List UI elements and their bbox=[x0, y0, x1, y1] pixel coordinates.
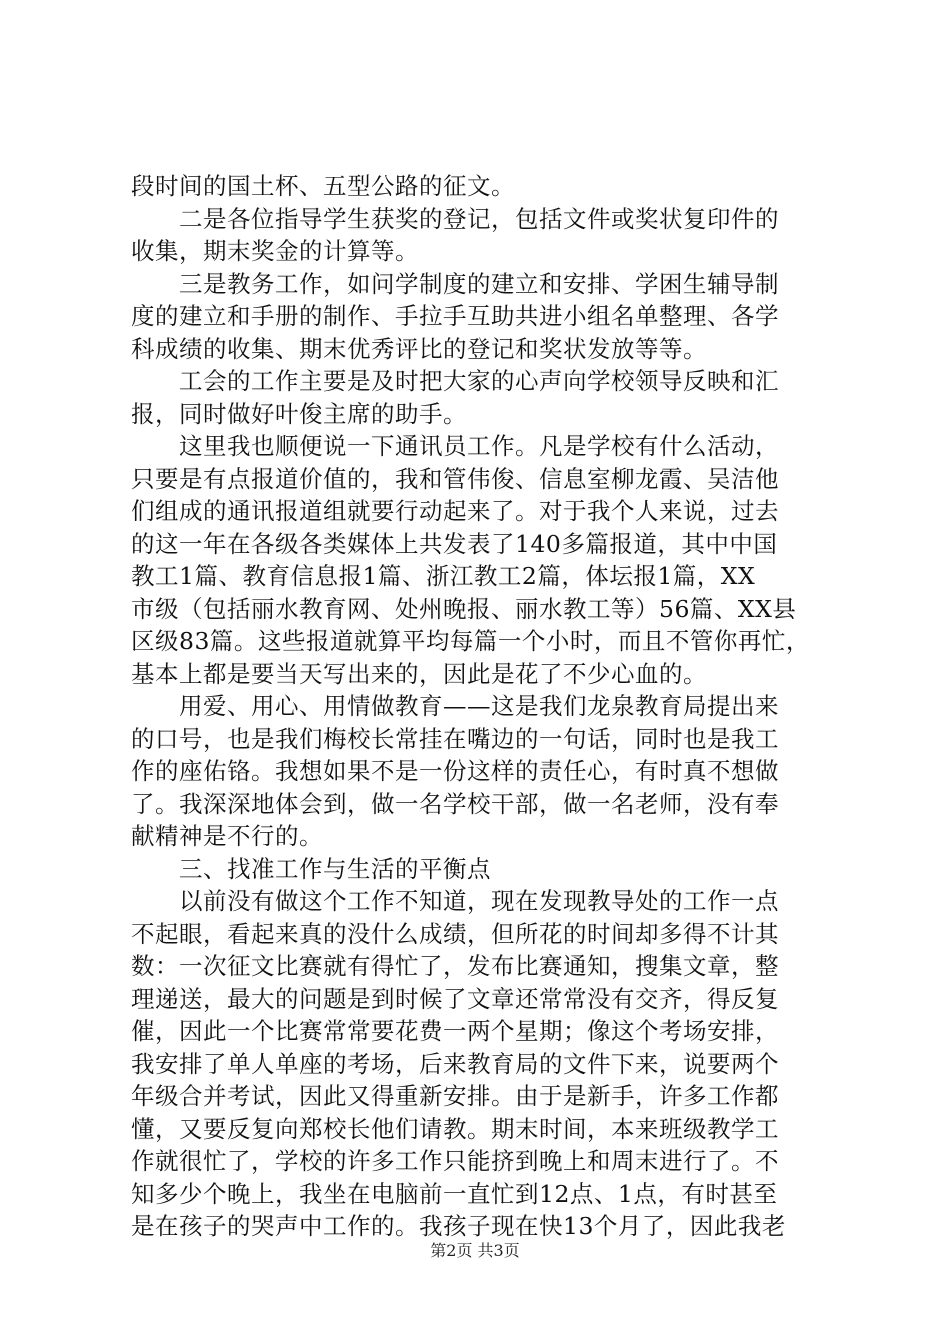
text-line: 科成绩的收集、期末优秀评比的登记和奖状发放等等。 bbox=[131, 334, 707, 363]
document-body bbox=[131, 170, 836, 1243]
text-line: 年级合并考试，因此又得重新安排。由于是新手，许多工作都 bbox=[131, 1082, 779, 1110]
text-line: 报，同时做好叶俊主席的助手。 bbox=[131, 399, 467, 428]
text-line: 用爱、用心、用情做教育——这是我们龙泉教育局提出来 bbox=[131, 692, 779, 720]
text-line: 知多少个晚上，我坐在电脑前一直忙到12点、1点，有时甚至 bbox=[131, 1179, 778, 1208]
page-footer: 第2页 共3页 bbox=[430, 1241, 520, 1260]
text-line: 区级83篇。这些报道就算平均每篇一个小时，而且不管你再忙， bbox=[131, 627, 810, 655]
text-line: 市级（包括丽水教育网、处州晚报、丽水教工等）56篇、XX县 bbox=[131, 594, 797, 623]
text-line: 以前没有做这个工作不知道，现在发现教导处的工作一点 bbox=[131, 887, 779, 915]
text-line: 献精神是不行的。 bbox=[131, 822, 323, 850]
text-line: 是在孩子的哭声中工作的。我孩子现在快13个月了，因此我老 bbox=[131, 1212, 786, 1240]
text-line: 基本上都是要当天写出来的，因此是花了不少心血的。 bbox=[131, 659, 707, 688]
text-line: 三是教务工作，如问学制度的建立和安排、学困生辅导制 bbox=[131, 269, 779, 298]
text-line: 数：一次征文比赛就有得忙了，发布比赛通知，搜集文章，整 bbox=[131, 952, 779, 980]
text-line: 度的建立和手册的制作、手拉手互助共进小组名单整理、各学 bbox=[131, 302, 779, 330]
section-heading: 三、找准工作与生活的平衡点 bbox=[131, 854, 491, 883]
text-line: 催，因此一个比赛常常要花费一两个星期；像这个考场安排， bbox=[131, 1017, 779, 1045]
text-line: 这里我也顺便说一下通讯员工作。凡是学校有什么活动， bbox=[131, 432, 779, 460]
text-line: 教工1篇、教育信息报1篇、浙江教工2篇，体坛报1篇，XX bbox=[131, 562, 756, 590]
text-line: 作就很忙了，学校的许多工作只能挤到晚上和周末进行了。不 bbox=[131, 1147, 779, 1175]
text-line: 的口号，也是我们梅校长常挂在嘴边的一句话，同时也是我工 bbox=[131, 724, 779, 753]
text-line: 段时间的国土杯、五型公路的征文。 bbox=[131, 172, 515, 200]
text-line: 工会的工作主要是及时把大家的心声向学校领导反映和汇 bbox=[131, 367, 779, 395]
text-line: 懂，又要反复向郑校长他们请教。期末时间，本来班级教学工 bbox=[131, 1114, 779, 1143]
text-line: 只要是有点报道价值的，我和管伟俊、信息室柳龙霞、吴洁他 bbox=[131, 464, 779, 493]
text-line: 收集，期末奖金的计算等。 bbox=[131, 237, 419, 265]
text-line: 的这一年在各级各类媒体上共发表了140多篇报道，其中中国 bbox=[131, 529, 778, 558]
text-line: 不起眼，看起来真的没什么成绩，但所花的时间却多得不计其 bbox=[131, 919, 779, 948]
text-line: 理递送，最大的问题是到时候了文章还常常没有交齐，得反复 bbox=[131, 984, 779, 1013]
text-line: 我安排了单人单座的考场，后来教育局的文件下来，说要两个 bbox=[131, 1049, 779, 1078]
text-line: 二是各位指导学生获奖的登记，包括文件或奖状复印件的 bbox=[131, 204, 779, 233]
text-line: 了。我深深地体会到，做一名学校干部，做一名老师，没有奉 bbox=[131, 789, 779, 818]
text-line: 作的座佑铬。我想如果不是一份这样的责任心，有时真不想做 bbox=[131, 757, 779, 785]
text-line: 们组成的通讯报道组就要行动起来了。对于我个人来说，过去 bbox=[131, 497, 779, 525]
